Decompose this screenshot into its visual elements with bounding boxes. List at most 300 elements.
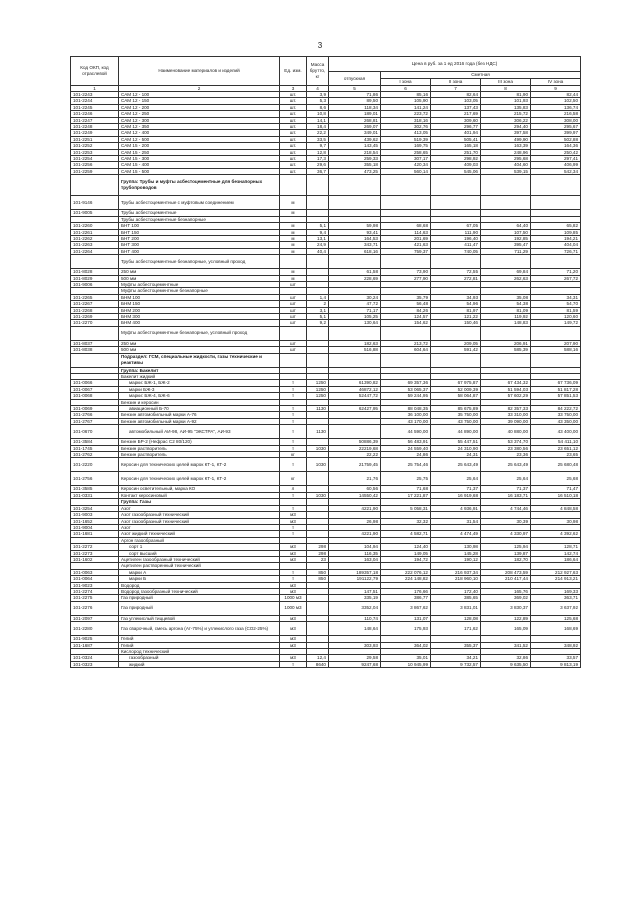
zone4-price-cell: 404,04 bbox=[531, 242, 581, 248]
zone2-price-cell: 43 750,00 bbox=[431, 418, 481, 424]
zone4-price-cell: 25 680,48 bbox=[531, 458, 581, 472]
zone1-price-cell: 56 483,91 bbox=[381, 439, 431, 445]
zone4-price-cell: 54,70 bbox=[531, 301, 581, 307]
header-code: Код ОКП, код отраслевой bbox=[71, 57, 119, 86]
unit-cell: л bbox=[280, 486, 307, 492]
mass-cell: 18,4 bbox=[307, 124, 329, 130]
release-price-cell: 228,69 bbox=[329, 275, 381, 281]
unit-cell: м3 bbox=[280, 655, 307, 661]
unit-cell: м bbox=[280, 210, 307, 216]
column-number: 1 bbox=[71, 86, 119, 92]
zone3-price-cell: 148,83 bbox=[481, 320, 531, 326]
code-cell: 101-9003 bbox=[71, 512, 119, 518]
zone1-price-cell: 213,72 bbox=[381, 340, 431, 346]
release-price-cell: 182,63 bbox=[329, 340, 381, 346]
unit-cell bbox=[280, 353, 307, 367]
zone4-price-cell: 82,44 bbox=[531, 92, 581, 98]
zone1-price-cell: 25 754,46 bbox=[381, 458, 431, 472]
mass-cell bbox=[307, 472, 329, 486]
zone4-price-cell: 142,74 bbox=[531, 550, 581, 556]
unit-cell: т bbox=[280, 661, 307, 667]
unit-cell: т bbox=[280, 458, 307, 472]
name-cell: Группа: Газы bbox=[119, 499, 280, 505]
zone4-price-cell bbox=[531, 326, 581, 340]
zone4-price-cell: 136,74 bbox=[531, 104, 581, 110]
zone3-price-cell: 165,76 bbox=[481, 588, 531, 594]
unit-cell: т bbox=[280, 439, 307, 445]
zone4-price-cell: 71,47 bbox=[531, 486, 581, 492]
release-price-cell: 21759,45 bbox=[329, 458, 381, 472]
zone1-price-cell: 53 065,37 bbox=[381, 386, 431, 392]
zone2-price-cell: 9 732,57 bbox=[431, 661, 481, 667]
zone4-price-cell: 399,97 bbox=[531, 130, 581, 136]
name-cell: САМ 12 - 100 bbox=[119, 92, 280, 98]
name-cell: БНТ 300 bbox=[119, 242, 280, 248]
zone4-price-cell: 250,42 bbox=[531, 149, 581, 155]
mass-cell: 1250 bbox=[307, 380, 329, 386]
zone2-price-cell: 35 750,00 bbox=[431, 412, 481, 418]
zone3-price-cell: 182,70 bbox=[481, 556, 531, 562]
zone4-price-cell: 214 913,21 bbox=[531, 576, 581, 582]
name-cell: БНМ 400 bbox=[119, 320, 280, 326]
release-price-cell: 47,72 bbox=[329, 301, 381, 307]
code-cell: 101-2259 bbox=[71, 168, 119, 174]
code-cell: 101-3585 bbox=[71, 486, 119, 492]
name-cell: БНМ 100 bbox=[119, 294, 280, 300]
release-price-cell: 50886,39 bbox=[329, 439, 381, 445]
code-cell: 101-2268 bbox=[71, 307, 119, 313]
table-row bbox=[71, 425, 581, 439]
release-price-cell: 26,98 bbox=[329, 518, 381, 524]
unit-cell: м bbox=[280, 242, 307, 248]
unit-cell: м3 bbox=[280, 622, 307, 636]
name-cell: Ацетилен газообразный технический bbox=[119, 556, 280, 562]
zone1-price-cell: 24,86 bbox=[381, 452, 431, 458]
unit-cell: м bbox=[280, 235, 307, 241]
name-cell: сорт высший bbox=[119, 550, 280, 556]
name-cell: Керосин для технических целей марок КТ-1, КТ-2 bbox=[119, 458, 280, 472]
zone4-price-cell: 348,92 bbox=[531, 642, 581, 648]
zone3-price-cell: 71,37 bbox=[481, 486, 531, 492]
release-price-cell: 60,56 bbox=[329, 486, 381, 492]
name-cell: Бакелит жидкий bbox=[119, 374, 280, 380]
unit-cell: т bbox=[280, 425, 307, 439]
mass-cell bbox=[307, 326, 329, 340]
mass-cell: 1250 bbox=[307, 393, 329, 399]
zone3-price-cell: 81,09 bbox=[481, 307, 531, 313]
table-row bbox=[71, 458, 581, 472]
zone4-price-cell: 25,68 bbox=[531, 472, 581, 486]
zone1-price-cell: 169,75 bbox=[381, 143, 431, 149]
unit-cell: шт. bbox=[280, 111, 307, 117]
unit-cell: м3 bbox=[280, 512, 307, 518]
release-price-cell: 71,17 bbox=[329, 307, 381, 313]
name-cell: Бензин автомобильный марки А-92 bbox=[119, 418, 280, 424]
zone4-price-cell: 23,65 bbox=[531, 452, 581, 458]
zone2-price-cell: 401,94 bbox=[431, 130, 481, 136]
zone4-price-cell: 34,31 bbox=[531, 294, 581, 300]
code-cell: 101-8038 bbox=[71, 347, 119, 353]
name-cell: БНМ 150 bbox=[119, 301, 280, 307]
name-cell: Газ сварочный, смесь аргона (Ат-75%) и углекислого газа (СО2-25%) bbox=[119, 622, 280, 636]
name-cell: САМ 12 - 300 bbox=[119, 117, 280, 123]
zone3-price-cell: 53 374,70 bbox=[481, 439, 531, 445]
code-cell: 101-2276 bbox=[71, 601, 119, 615]
code-cell bbox=[71, 255, 119, 269]
unit-cell: шт. bbox=[280, 130, 307, 136]
name-cell: авиационный Б-70 bbox=[119, 406, 280, 412]
code-cell: 101-1687 bbox=[71, 642, 119, 648]
zone4-price-cell bbox=[531, 353, 581, 367]
zone4-price-cell: 149,72 bbox=[531, 320, 581, 326]
zone2-price-cell: 82,64 bbox=[431, 92, 481, 98]
zone3-price-cell bbox=[481, 175, 531, 196]
zone3-price-cell: 163,39 bbox=[481, 143, 531, 149]
zone4-price-cell: 23 651,12 bbox=[531, 445, 581, 451]
zone1-price-cell: 17 221,87 bbox=[381, 492, 431, 498]
release-price-cell: 93,41 bbox=[329, 229, 381, 235]
name-cell: Водород газообразный технический bbox=[119, 588, 280, 594]
release-price-cell: 343,71 bbox=[329, 242, 381, 248]
zone1-price-cell: 222 076,12 bbox=[381, 569, 431, 575]
header-price-title: Цена в руб. за 1 ед 2016 года (без НДС) bbox=[329, 57, 581, 72]
code-cell: 101-2256 bbox=[71, 162, 119, 168]
zone2-price-cell: 355,37 bbox=[431, 642, 481, 648]
release-price-cell: 29,58 bbox=[329, 655, 381, 661]
unit-cell: 1000 м3 bbox=[280, 601, 307, 615]
unit-cell: м bbox=[280, 248, 307, 254]
zone4-price-cell: 3 637,92 bbox=[531, 601, 581, 615]
zone1-price-cell: 43 170,00 bbox=[381, 418, 431, 424]
zone4-price-cell: 71,20 bbox=[531, 269, 581, 275]
zone2-price-cell: 85 675,89 bbox=[431, 406, 481, 412]
zone2-price-cell: 171,62 bbox=[431, 622, 481, 636]
zone4-price-cell: 120,60 bbox=[531, 313, 581, 319]
name-cell: Муфты асбестоцементные безнапорные bbox=[119, 288, 280, 294]
release-price-cell: 335,19 bbox=[329, 595, 381, 601]
zone2-price-cell bbox=[431, 196, 481, 210]
name-cell: Азот bbox=[119, 524, 280, 530]
zone1-price-cell: 302,76 bbox=[381, 124, 431, 130]
zone4-price-cell: 51 817,28 bbox=[531, 386, 581, 392]
zone4-price-cell: 125,68 bbox=[531, 615, 581, 621]
zone3-price-cell bbox=[481, 196, 531, 210]
code-cell: 101-2249 bbox=[71, 130, 119, 136]
code-cell: 101-2097 bbox=[71, 615, 119, 621]
name-cell: Трубы асбестоцементные безнапорные, условный проход bbox=[119, 255, 280, 269]
mass-cell: 298 bbox=[307, 550, 329, 556]
zone2-price-cell: 67 975,87 bbox=[431, 380, 481, 386]
mass-cell: 1,4 bbox=[307, 294, 329, 300]
release-price-cell: 303,93 bbox=[329, 642, 381, 648]
mass-cell: 1030 bbox=[307, 445, 329, 451]
release-price-cell: 516,88 bbox=[329, 347, 381, 353]
zone3-price-cell: 208 473,59 bbox=[481, 569, 531, 575]
unit-cell: т bbox=[280, 412, 307, 418]
code-cell: 101-2766 bbox=[71, 412, 119, 418]
zone3-price-cell: 4 744,46 bbox=[481, 505, 531, 511]
name-cell: САМ 12 - 350 bbox=[119, 124, 280, 130]
name-cell: Подраздел: ГСМ, специальные жидкости, газы технические и реактивы bbox=[119, 353, 280, 367]
release-price-cell: 21,76 bbox=[329, 472, 381, 486]
zone2-price-cell: 71,37 bbox=[431, 486, 481, 492]
zone3-price-cell: 64,40 bbox=[481, 223, 531, 229]
header-zone-3: III зона bbox=[481, 79, 531, 86]
zone3-price-cell: 215,72 bbox=[481, 111, 531, 117]
name-cell: 500 мм bbox=[119, 275, 280, 281]
zone4-price-cell: 54 411,10 bbox=[531, 439, 581, 445]
unit-cell bbox=[280, 326, 307, 340]
code-cell: 101-2251 bbox=[71, 136, 119, 142]
zone2-price-cell: 309,60 bbox=[431, 117, 481, 123]
zone4-price-cell: 186,64 bbox=[531, 556, 581, 562]
release-price-cell: 62427,95 bbox=[329, 406, 381, 412]
unit-cell: м3 bbox=[280, 636, 307, 642]
mass-cell: 1130 bbox=[307, 425, 329, 439]
code-cell: 101-2243 bbox=[71, 92, 119, 98]
mass-cell: 12,8 bbox=[307, 149, 329, 155]
zone3-price-cell: 119,92 bbox=[481, 313, 531, 319]
release-price-cell bbox=[329, 425, 381, 439]
zone2-price-cell: 128,08 bbox=[431, 615, 481, 621]
zone2-price-cell: 121,22 bbox=[431, 313, 481, 319]
zone4-price-cell: 207,90 bbox=[531, 340, 581, 346]
zone4-price-cell: 16 510,18 bbox=[531, 492, 581, 498]
zone2-price-cell bbox=[431, 175, 481, 196]
unit-cell: т bbox=[280, 445, 307, 451]
header-mass: Масса брутто, кг bbox=[307, 57, 329, 86]
name-cell: САМ 12 - 200 bbox=[119, 104, 280, 110]
unit-cell bbox=[280, 175, 307, 196]
name-cell: САМ 15 - 500 bbox=[119, 168, 280, 174]
zone1-price-cell bbox=[381, 255, 431, 269]
zone2-price-cell: 740,05 bbox=[431, 248, 481, 254]
unit-cell: шт bbox=[280, 294, 307, 300]
name-cell: 250 мм bbox=[119, 340, 280, 346]
zone4-price-cell: 502,88 bbox=[531, 136, 581, 142]
zone2-price-cell: 24,31 bbox=[431, 452, 481, 458]
name-cell: Бензин БР-2 (Нефрас С2 80/120) bbox=[119, 439, 280, 445]
zone2-price-cell bbox=[431, 255, 481, 269]
release-price-cell: 71,86 bbox=[329, 92, 381, 98]
mass-cell: 3,9 bbox=[307, 92, 329, 98]
table-row bbox=[71, 326, 581, 340]
release-price-cell: 355,18 bbox=[329, 162, 381, 168]
zone1-price-cell: 88 048,35 bbox=[381, 406, 431, 412]
code-cell: 101-9025 bbox=[71, 636, 119, 642]
zone2-price-cell: 196,40 bbox=[431, 235, 481, 241]
name-cell: Аргон газообразный bbox=[119, 537, 280, 543]
table-row bbox=[71, 353, 581, 367]
zone2-price-cell: 145,28 bbox=[431, 550, 481, 556]
unit-cell: т bbox=[280, 406, 307, 412]
zone3-price-cell: 9 635,50 bbox=[481, 661, 531, 667]
release-price-cell: 4221,90 bbox=[329, 505, 381, 511]
zone1-price-cell: 105,90 bbox=[381, 98, 431, 104]
zone1-price-cell: 56,48 bbox=[381, 301, 431, 307]
zone4-price-cell: 67 736,09 bbox=[531, 380, 581, 386]
unit-cell: м3 bbox=[280, 615, 307, 621]
name-cell: Газ природный bbox=[119, 601, 280, 615]
page-number: 3 bbox=[317, 41, 323, 50]
unit-cell bbox=[280, 255, 307, 269]
zone2-price-cell: 505,41 bbox=[431, 136, 481, 142]
mass-cell: 12,4 bbox=[307, 655, 329, 661]
code-cell: 101-2254 bbox=[71, 156, 119, 162]
mass-cell bbox=[307, 175, 329, 196]
release-price-cell: 218,54 bbox=[329, 149, 381, 155]
zone3-price-cell: 23,36 bbox=[481, 452, 531, 458]
zone4-price-cell: 4 392,62 bbox=[531, 531, 581, 537]
zone1-price-cell: 44 590,00 bbox=[381, 425, 431, 439]
zone3-price-cell: 295,68 bbox=[481, 156, 531, 162]
unit-cell: шт. bbox=[280, 136, 307, 142]
release-price-cell: 189,01 bbox=[329, 111, 381, 117]
unit-cell: шт bbox=[280, 347, 307, 353]
code-cell: 101-9004 bbox=[71, 524, 119, 530]
code-cell bbox=[71, 175, 119, 196]
code-cell bbox=[71, 353, 119, 367]
zone3-price-cell bbox=[481, 326, 531, 340]
zone3-price-cell: 57 602,29 bbox=[481, 393, 531, 399]
zone2-price-cell: 411,47 bbox=[431, 242, 481, 248]
code-cell: 101-2220 bbox=[71, 458, 119, 472]
zone2-price-cell: 34,93 bbox=[431, 294, 481, 300]
release-price-cell: 130,64 bbox=[329, 320, 381, 326]
mass-cell: 5,1 bbox=[307, 223, 329, 229]
zone2-price-cell: 209,05 bbox=[431, 340, 481, 346]
zone4-price-cell: 168,69 bbox=[531, 622, 581, 636]
code-cell: 101-2267 bbox=[71, 301, 119, 307]
mass-cell bbox=[307, 601, 329, 615]
unit-cell: т bbox=[280, 492, 307, 498]
zone2-price-cell: 409,03 bbox=[431, 162, 481, 168]
zone1-price-cell: 560,14 bbox=[381, 168, 431, 174]
name-cell: сорт 1 bbox=[119, 544, 280, 550]
table-row bbox=[71, 661, 581, 667]
name-cell: Кислород технический bbox=[119, 649, 280, 655]
mass-cell: 10,8 bbox=[307, 111, 329, 117]
zone4-price-cell: 267,72 bbox=[531, 275, 581, 281]
zone4-price-cell: 43 400,00 bbox=[531, 425, 581, 439]
mass-cell: 33,5 bbox=[307, 136, 329, 142]
header-zone-1: I зона bbox=[381, 79, 431, 86]
zone1-price-cell: 5 058,31 bbox=[381, 505, 431, 511]
zone4-price-cell: 4 848,58 bbox=[531, 505, 581, 511]
unit-cell: т bbox=[280, 386, 307, 392]
unit-cell: шт bbox=[280, 320, 307, 326]
zone1-price-cell: 124,40 bbox=[381, 544, 431, 550]
release-price-cell: 52447,72 bbox=[329, 393, 381, 399]
zone2-price-cell: 217,69 bbox=[431, 111, 481, 117]
code-cell: 101-2272 bbox=[71, 544, 119, 550]
code-cell: 101-0324 bbox=[71, 655, 119, 661]
code-cell: 101-2756 bbox=[71, 472, 119, 486]
zone2-price-cell: 137,43 bbox=[431, 104, 481, 110]
name-cell: Ацетилен растворенный технический bbox=[119, 563, 280, 569]
code-cell: 101-2253 bbox=[71, 149, 119, 155]
mass-cell bbox=[307, 255, 329, 269]
release-price-cell: 61390,82 bbox=[329, 380, 381, 386]
zone3-price-cell: 69,84 bbox=[481, 269, 531, 275]
code-cell: 101-2762 bbox=[71, 452, 119, 458]
zone3-price-cell: 23 380,56 bbox=[481, 445, 531, 451]
column-number: 3 bbox=[280, 86, 307, 92]
column-number: 5 bbox=[329, 86, 381, 92]
mass-cell: 9,2 bbox=[307, 320, 329, 326]
zone4-price-cell: 57 851,53 bbox=[531, 393, 581, 399]
unit-cell: м3 bbox=[280, 642, 307, 648]
zone2-price-cell: 25,64 bbox=[431, 472, 481, 486]
unit-cell: м bbox=[280, 229, 307, 235]
mass-cell bbox=[307, 196, 329, 210]
zone3-price-cell: 51 594,03 bbox=[481, 386, 531, 392]
release-price-cell: 22219,68 bbox=[329, 445, 381, 451]
release-price-cell: 30,24 bbox=[329, 294, 381, 300]
release-price-cell: 116,35 bbox=[329, 550, 381, 556]
zone1-price-cell: 194,72 bbox=[381, 556, 431, 562]
unit-cell: м bbox=[280, 223, 307, 229]
release-price-cell: 59,98 bbox=[329, 223, 381, 229]
column-number: 2 bbox=[119, 86, 280, 92]
zone4-price-cell: 406,99 bbox=[531, 162, 581, 168]
code-cell: 101-8037 bbox=[71, 340, 119, 346]
zone1-price-cell: 386,77 bbox=[381, 595, 431, 601]
zone1-price-cell: 421,63 bbox=[381, 242, 431, 248]
mass-cell: 3,1 bbox=[307, 307, 329, 313]
code-cell: 101-2265 bbox=[71, 294, 119, 300]
zone1-price-cell bbox=[381, 353, 431, 367]
zone2-price-cell bbox=[431, 326, 481, 340]
name-cell: Газ природный bbox=[119, 595, 280, 601]
zone4-price-cell: 109,85 bbox=[531, 229, 581, 235]
code-cell: 101-0069 bbox=[71, 406, 119, 412]
zone3-price-cell: 499,90 bbox=[481, 136, 531, 142]
zone2-price-cell: 24 310,90 bbox=[431, 445, 481, 451]
unit-cell: шт. bbox=[280, 168, 307, 174]
mass-cell: 29,6 bbox=[307, 162, 329, 168]
table-row bbox=[71, 196, 581, 210]
unit-cell: шт. bbox=[280, 104, 307, 110]
zone2-price-cell: 190,12 bbox=[431, 556, 481, 562]
code-cell: 101-2247 bbox=[71, 117, 119, 123]
zone3-price-cell: 369,02 bbox=[481, 595, 531, 601]
unit-cell: м bbox=[280, 269, 307, 275]
zone3-price-cell: 54,38 bbox=[481, 301, 531, 307]
code-cell: 101-2246 bbox=[71, 111, 119, 117]
zone4-price-cell: 164,36 bbox=[531, 143, 581, 149]
release-price-cell: 259,33 bbox=[329, 156, 381, 162]
name-cell: САМ 15 - 300 bbox=[119, 156, 280, 162]
zone2-price-cell: 296,77 bbox=[431, 124, 481, 130]
release-price-cell bbox=[329, 326, 381, 340]
zone3-price-cell: 397,58 bbox=[481, 130, 531, 136]
code-cell: 101-2260 bbox=[71, 223, 119, 229]
zone3-price-cell: 139,87 bbox=[481, 550, 531, 556]
zone2-price-cell: 130,98 bbox=[431, 544, 481, 550]
name-cell: автомобильный АИ-98, АИ-95 "ЭКСТРА", АИ-93 bbox=[119, 425, 280, 439]
mass-cell: 1030 bbox=[307, 458, 329, 472]
zone3-price-cell: 39 090,00 bbox=[481, 418, 531, 424]
unit-cell: т bbox=[280, 418, 307, 424]
release-price-cell: 189357,18 bbox=[329, 569, 381, 575]
zone4-price-cell bbox=[531, 255, 581, 269]
code-cell: 101-0068 bbox=[71, 393, 119, 399]
code-cell: 101-3254 bbox=[71, 505, 119, 511]
release-price-cell: 164,53 bbox=[329, 235, 381, 241]
code-cell: 101-0670 bbox=[71, 425, 119, 439]
zone3-price-cell: 135,83 bbox=[481, 104, 531, 110]
